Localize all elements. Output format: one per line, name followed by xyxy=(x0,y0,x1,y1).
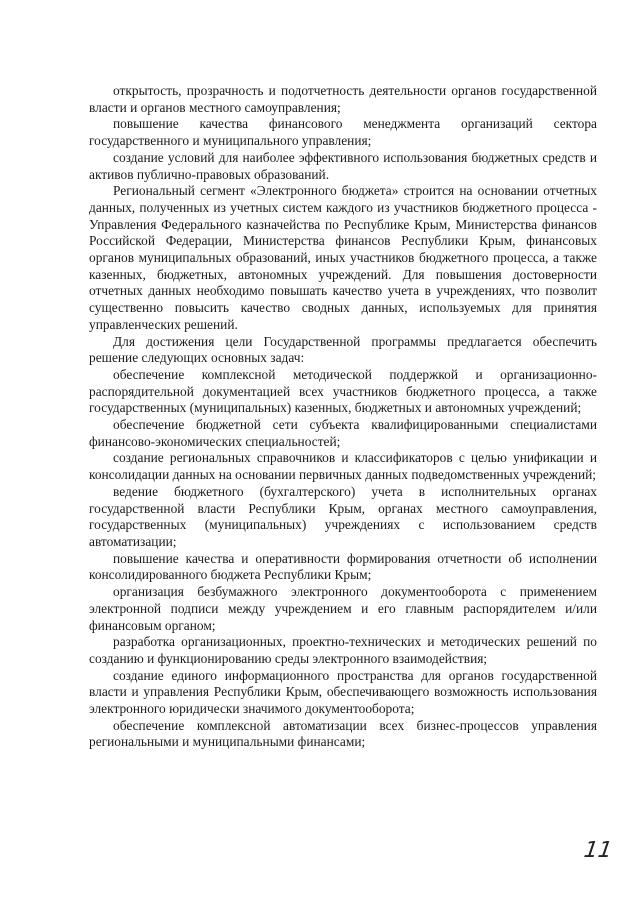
paragraph-goal-intro: Для достижения цели Государственной программы предлагается обеспечить решение следующих основных задач: xyxy=(89,333,597,366)
paragraph-task-solutions: разработка организационных, проектно-технических и методических решений по созданию и функционированию среды электронного взаимодействия; xyxy=(89,634,597,666)
paragraph-task-information-space: создание единого информационного пространства для органов государственной власти и управления Республики Крым, обеспечивающего возможность использования электронного юридически значимого документооборота; xyxy=(89,667,597,717)
paragraph-task-classifiers: создание региональных справочников и классификаторов с целью унификации и консолидации данных на основании первичных данных подведомственных учреждений; xyxy=(89,450,597,483)
paragraph-task-automation: обеспечение комплексной автоматизации всех бизнес-процессов управления региональными и муниципальными финансами; xyxy=(89,717,597,750)
paragraph-financial-management: повышение качества финансового менеджмента организаций сектора государственного и муниципального управления; xyxy=(89,116,597,149)
document-body xyxy=(89,83,597,751)
paragraph-task-methodical-support: обеспечение комплексной методической поддержкой и организационно-распорядительной документацией всех участников бюджетного процесса, а также государственных (муниципальных) казенных, бюджетных и автономных учреждений; xyxy=(89,366,597,416)
paragraph-regional-segment: Региональный сегмент «Электронного бюджета» строится на основании отчетных данных, полученных из учетных систем каждого из участников бюджетного процесса - Управления Федерального казначейства по Республике Крым, Министерства финансов Российской Федерации, Министерства финансов Республики Крым, финансовых органов муниципальных образований, иных участников бюджетного процесса, а также казенных, бюджетных, автономных учреждений. Для повышения достоверности отчетных данных необходимо повышать качество учета в учреждениях, что позволит существенно повысить качество сводных данных, используемых для принятия управленческих решений. xyxy=(89,183,597,332)
page-number: 11 xyxy=(582,838,614,863)
paragraph-openness: открытость, прозрачность и подотчетность деятельности органов государственной власти и органов местного самоуправления; xyxy=(89,83,597,115)
paragraph-task-specialists: обеспечение бюджетной сети субъекта квалифицированными специалистами финансово-экономических специальностей; xyxy=(89,417,597,449)
paragraph-task-accounting: ведение бюджетного (бухгалтерского) учета в исполнительных органах государственной власти Республики Крым, органах местного самоуправления, государственных (муниципальных) учреждениях с использованием средств автоматизации; xyxy=(89,483,597,549)
paragraph-task-reporting: повышение качества и оперативности формирования отчетности об исполнении консолидированного бюджета Республики Крым; xyxy=(89,550,597,583)
paragraph-task-paperless: организация безбумажного электронного документооборота с применением электронной подписи между учреждением и его главным распорядителем и/или финансовым органом; xyxy=(89,584,597,633)
paragraph-efficient-use: создание условий для наиболее эффективного использования бюджетных средств и активов публично-правовых образований. xyxy=(89,149,597,182)
